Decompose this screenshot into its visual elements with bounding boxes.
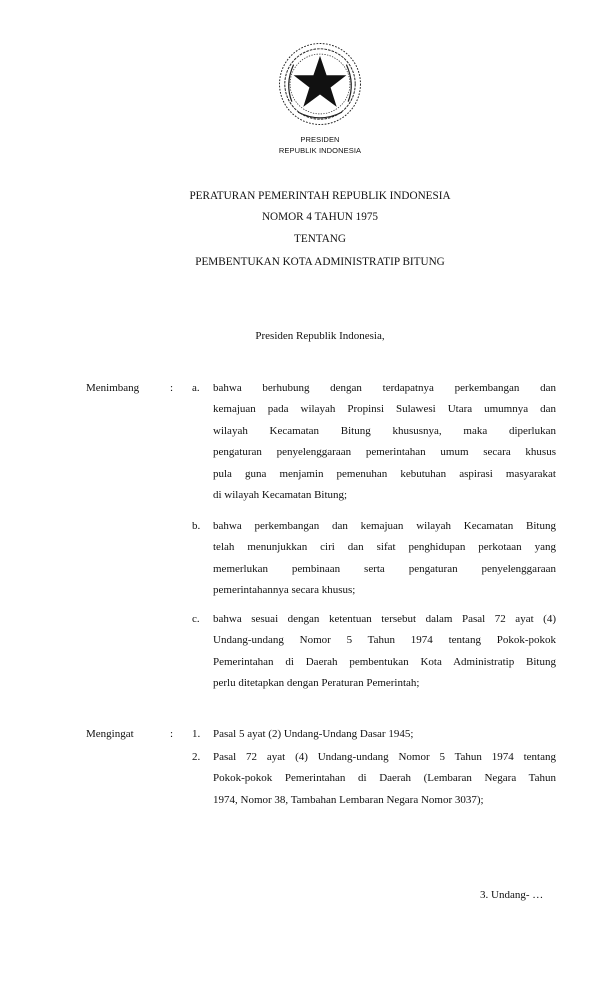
menimbang-b-line: telah menunjukkan ciri dan sifat penghidupan perkotaan yang [213,541,556,554]
menimbang-a-line: di wilayah Kecamatan Bitung; [213,489,348,502]
emblem-caption-presiden: PRESIDEN [300,135,340,144]
mengingat-colon: : [170,728,174,740]
regulation-subject: PEMBENTUKAN KOTA ADMINISTRATIP BITUNG [195,256,445,268]
regulation-tentang: TENTANG [294,233,346,245]
page-continuation: 3. Undang- … [480,889,544,901]
mengingat-label: Mengingat [86,728,134,740]
mengingat-item-2 [213,747,556,811]
menimbang-item-c [213,609,556,695]
preamble: Presiden Republik Indonesia, [255,330,385,342]
menimbang-b-line: memerlukan pembinaan serta pengaturan penyelenggaraan [213,562,556,575]
menimbang-c-line: perlu ditetapkan dengan Peraturan Pemerintah; [213,677,420,690]
menimbang-item-a [213,378,556,506]
menimbang-a-line: wilayah Kecamatan Bitung khususnya, maka diperlukan [213,424,556,437]
menimbang-c-line: bahwa sesuai dengan ketentuan tersebut dalam Pasal 72 ayat (4) [213,613,556,625]
menimbang-a-line: kemajuan pada wilayah Propinsi Sulawesi Utara umumnya dan [213,403,556,416]
menimbang-item-b [213,516,556,602]
regulation-number: NOMOR 4 TAHUN 1975 [261,211,379,223]
menimbang-colon: : [170,382,174,394]
mengingat-2-line: Pasal 72 ayat (4) Undang-undang Nomor 5 Tahun 1974 tentang [213,751,556,763]
menimbang-item-b-mark: b. [192,520,201,532]
menimbang-b-line: bahwa perkembangan dan kemajuan wilayah Kecamatan Bitung [213,520,556,532]
presidential-seal-star-icon [276,40,364,128]
mengingat-1-line: Pasal 5 ayat (2) Undang-Undang Dasar 1945; [213,728,414,740]
menimbang-c-line: Pemerintahan di Daerah pembentukan Kota Administratip Bitung [213,655,556,668]
menimbang-a-line: bahwa berhubung dengan terdapatnya perkembangan dan [213,382,556,394]
menimbang-c-line: Undang-undang Nomor 5 Tahun 1974 tentang Pokok-pokok [213,634,556,647]
mengingat-item-1 [213,724,556,745]
mengingat-item-1-mark: 1. [192,728,201,740]
menimbang-item-a-mark: a. [192,382,200,394]
emblem-caption-republik: REPUBLIK INDONESIA [278,146,362,155]
menimbang-item-c-mark: c. [192,613,200,625]
mengingat-item-2-mark: 2. [192,751,201,763]
mengingat-2-line: 1974, Nomor 38, Tambahan Lembaran Negara Nomor 3037); [213,793,484,806]
regulation-title: PERATURAN PEMERINTAH REPUBLIK INDONESIA [189,190,451,202]
mengingat-2-line: Pokok-pokok Pemerintahan di Daerah (Lembaran Negara Tahun [213,772,556,785]
menimbang-a-line: pengaturan penyelenggaraan pemerintahan umum secara khusus [213,446,556,459]
menimbang-b-line: pemerintahannya secara khusus; [213,584,356,597]
menimbang-label: Menimbang [86,382,140,394]
menimbang-a-line: pula guna menjamin pemenuhan kebutuhan aspirasi masyarakat [213,467,556,480]
